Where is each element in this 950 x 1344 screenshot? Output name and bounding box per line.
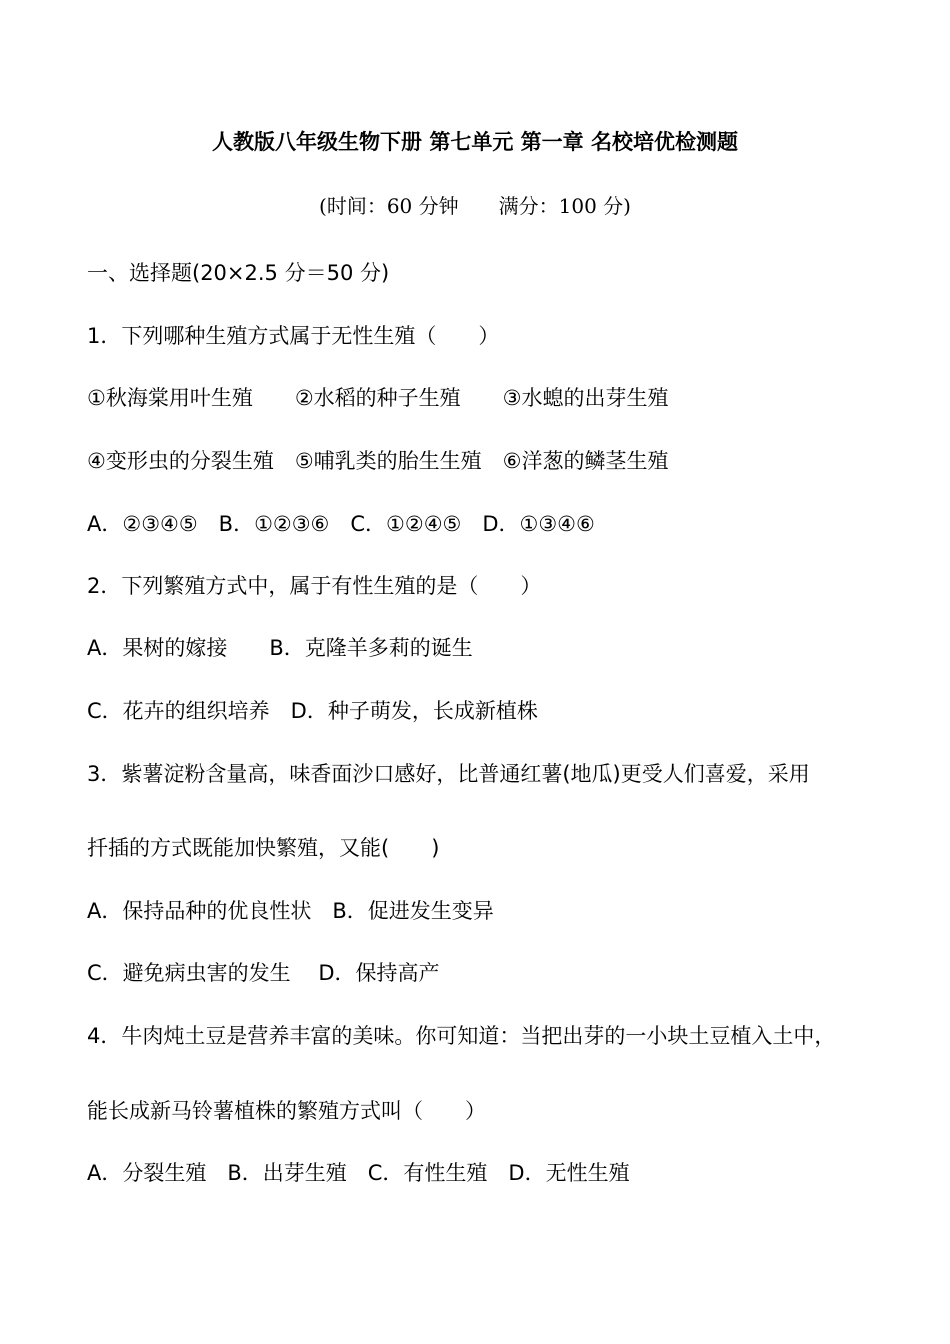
question-3-options-row-1: A．保持品种的优良性状 B．促进发生变异	[87, 899, 494, 923]
question-1-item-row-1: ①秋海棠用叶生殖 ②水稻的种子生殖 ③水螅的出芽生殖	[87, 386, 669, 410]
question-3-stem-continued: 扦插的方式既能加快繁殖，又能( )	[87, 836, 440, 860]
question-2-stem: 2．下列繁殖方式中，属于有性生殖的是（ ）	[87, 574, 542, 598]
question-2-options-row-1: A．果树的嫁接 B．克隆羊多莉的诞生	[87, 636, 473, 660]
question-1-stem: 1．下列哪种生殖方式属于无性生殖（ ）	[87, 324, 500, 348]
question-4-stem: 4．牛肉炖土豆是营养丰富的美味。你可知道：当把出芽的一小块土豆植入土中，	[87, 1024, 836, 1048]
question-2-options-row-2: C．花卉的组织培养 D．种子萌发，长成新植株	[87, 699, 538, 723]
exam-info: (时间：60 分钟 满分：100 分)	[319, 194, 631, 218]
question-4-options: A．分裂生殖 B．出芽生殖 C．有性生殖 D．无性生殖	[87, 1161, 630, 1185]
question-1-options: A．②③④⑤ B．①②③⑥ C．①②④⑤ D．①③④⑥	[87, 512, 595, 536]
question-3-options-row-2: C．避免病虫害的发生 D．保持高产	[87, 961, 440, 985]
question-3-stem: 3．紫薯淀粉含量高，味香面沙口感好，比普通红薯(地瓜)更受人们喜爱，采用	[87, 762, 810, 786]
question-4-stem-continued: 能长成新马铃薯植株的繁殖方式叫（ ）	[87, 1099, 486, 1123]
section-heading: 一、选择题(20×2.5 分＝50 分)	[87, 261, 390, 285]
document-title: 人教版八年级生物下册 第七单元 第一章 名校培优检测题	[212, 130, 738, 154]
question-1-item-row-2: ④变形虫的分裂生殖 ⑤哺乳类的胎生生殖 ⑥洋葱的鳞茎生殖	[87, 449, 669, 473]
